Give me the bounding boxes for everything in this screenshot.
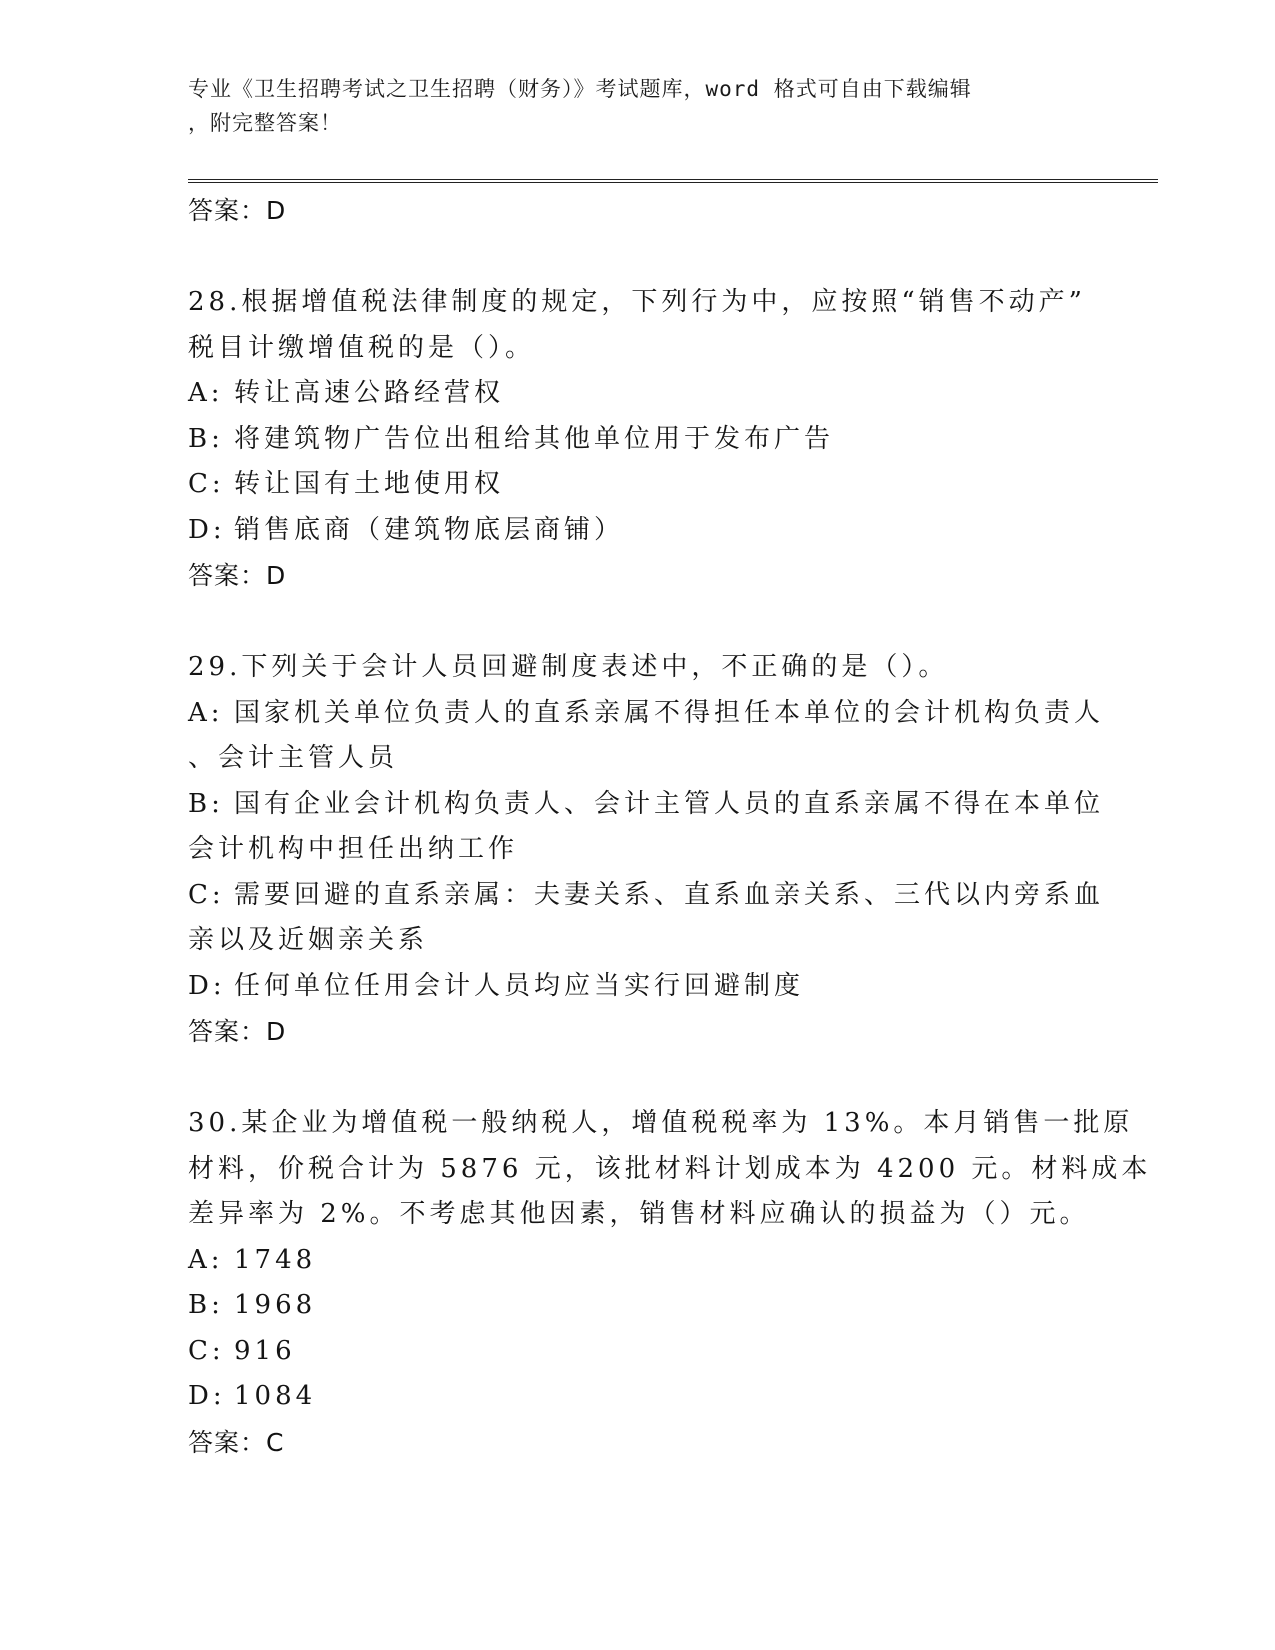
answer-value: C <box>266 1427 285 1457</box>
question-block <box>188 645 1105 1055</box>
option-letter: D: <box>188 514 226 545</box>
question-stem-line: 材料，价税合计为 5876 元，该批材料计划成本为 4200 元。材料成本 <box>188 1153 1152 1184</box>
question-list <box>188 188 1152 1466</box>
header-line: 专业《卫生招聘考试之卫生招聘（财务）》考试题库，word 格式可自由下载编辑 <box>188 77 972 101</box>
question-stem-line: 30.某企业为增值税一般纳税人，增值税税率为 13%。本月销售一批原 <box>188 1108 1134 1138</box>
option-letter: C: <box>188 1335 225 1366</box>
answer-value: D <box>266 561 287 590</box>
question-block <box>188 1101 1152 1466</box>
option-letter: A: <box>188 697 224 728</box>
option-a <box>188 1238 1088 1284</box>
option-c <box>188 1329 1088 1375</box>
question-spacer <box>188 234 1088 280</box>
answer-label: 答案： <box>188 1017 267 1046</box>
option-text: 国有企业会计机构负责人、会计主管人员的直系亲属不得在本单位 <box>234 788 1105 819</box>
option-d <box>188 508 1088 554</box>
option-letter: C: <box>188 469 225 499</box>
option-a <box>188 691 1105 737</box>
option-d <box>188 1374 1088 1420</box>
option-text: 转让国有土地使用权 <box>234 469 505 499</box>
option-letter: B: <box>188 788 224 819</box>
option-text: 国家机关单位负责人的直系亲属不得担任本单位的会计机构负责人 <box>234 697 1105 728</box>
option-text: 1968 <box>234 1290 317 1320</box>
option-letter: B: <box>188 1290 224 1320</box>
answer-value: D <box>266 196 287 225</box>
option-text: 将建筑物广告位出租给其他单位用于发布广告 <box>234 423 835 454</box>
question-stem-line: 差异率为 2%。不考虑其他因素，销售材料应确认的损益为（）元。 <box>188 1199 1090 1229</box>
option-letter: A: <box>188 1244 224 1275</box>
question-spacer <box>188 599 1088 645</box>
option-text: 需要回避的直系亲属：夫妻关系、直系血亲关系、三代以内旁系血 <box>234 879 1105 910</box>
option-letter: A: <box>188 378 224 408</box>
answer-label: 答案： <box>188 196 267 225</box>
question-spacer <box>188 1055 1088 1101</box>
answer-value: D <box>266 1017 287 1046</box>
option-a <box>188 371 1088 417</box>
question-stem-line: 29.下列关于会计人员回避制度表述中，不正确的是（）。 <box>188 652 949 682</box>
header-divider <box>188 179 1158 183</box>
header-line: ，附完整答案！ <box>188 111 342 135</box>
option-c <box>188 873 1105 919</box>
answer-line <box>188 1420 1088 1466</box>
option-text: 1084 <box>234 1381 317 1411</box>
option-letter: C: <box>188 879 225 910</box>
previous-answer <box>188 188 1088 234</box>
option-letter: D: <box>188 970 226 1001</box>
option-d <box>188 964 1088 1010</box>
option-c: 亲以及近姻亲关系 <box>188 925 429 955</box>
question-stem-line: 税目计缴增值税的是（）。 <box>188 332 536 363</box>
answer-label: 答案： <box>188 561 267 590</box>
option-letter: B: <box>188 423 224 454</box>
option-letter: D: <box>188 1381 226 1411</box>
option-text: 销售底商（建筑物底层商铺） <box>234 514 625 545</box>
option-text: 转让高速公路经营权 <box>234 378 505 408</box>
question-block <box>188 280 1088 599</box>
option-b <box>188 1283 1088 1329</box>
option-b <box>188 782 1105 828</box>
answer-line <box>188 1009 1088 1055</box>
option-text: 916 <box>234 1335 296 1366</box>
option-c <box>188 462 1088 508</box>
option-b <box>188 417 1088 463</box>
answer-line <box>188 553 1088 599</box>
option-b: 会计机构中担任出纳工作 <box>188 834 519 864</box>
document-header <box>188 72 1088 140</box>
option-a: 、会计主管人员 <box>188 743 399 773</box>
option-text: 任何单位任用会计人员均应当实行回避制度 <box>234 970 805 1001</box>
answer-label: 答案： <box>188 1427 267 1457</box>
option-text: 1748 <box>234 1244 317 1275</box>
question-stem-line: 28.根据增值税法律制度的规定，下列行为中，应按照“销售不动产” <box>188 287 1086 317</box>
